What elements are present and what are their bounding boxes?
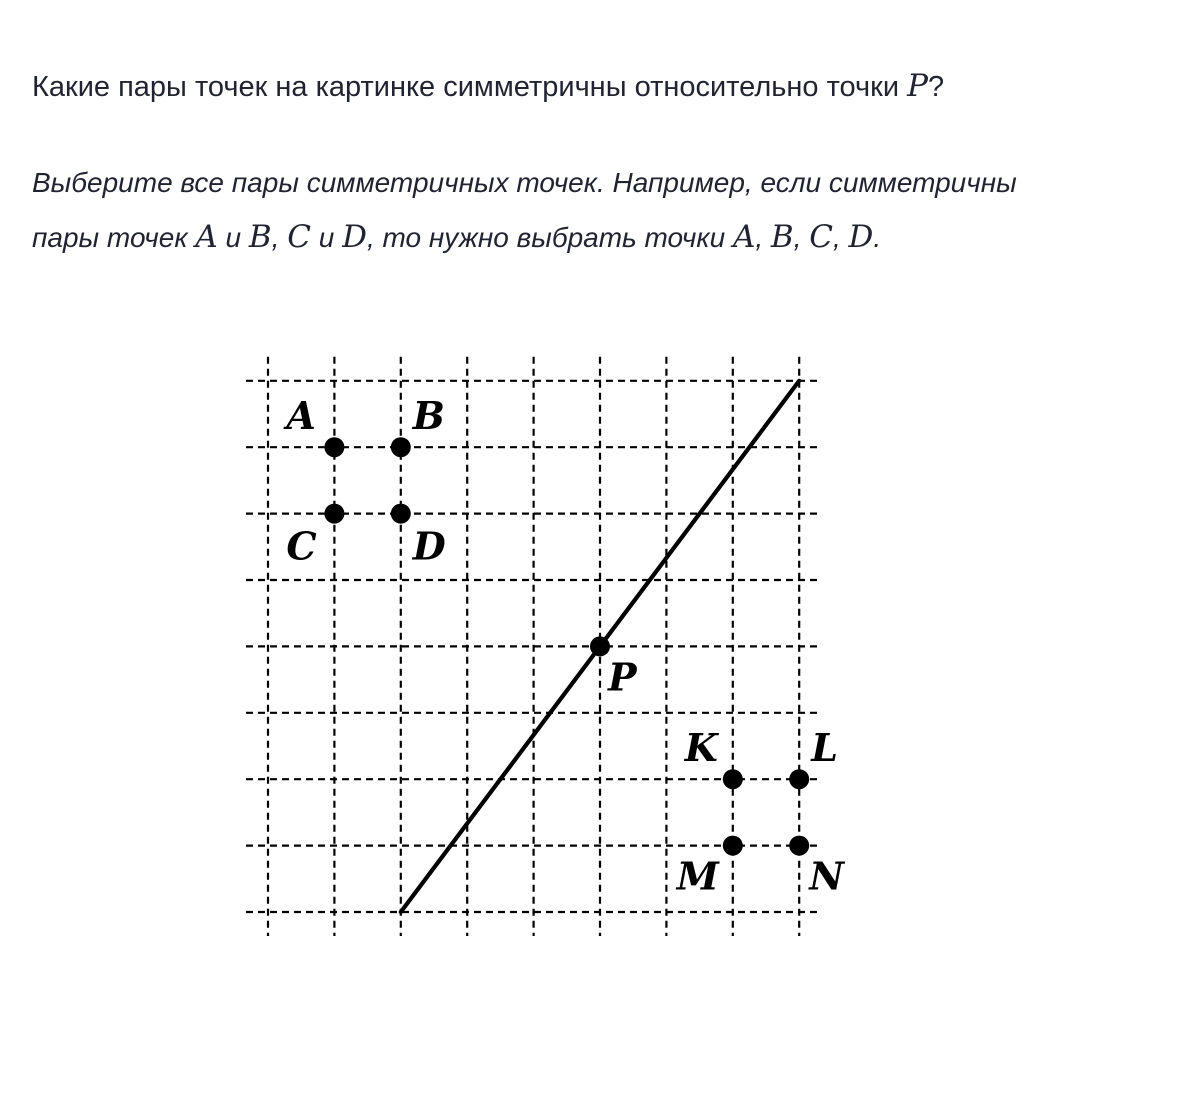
- point-label-b: B: [412, 393, 445, 439]
- point-label-n: N: [809, 853, 844, 899]
- hint-v4: D: [342, 219, 367, 255]
- point-label-d: D: [412, 523, 446, 569]
- point-d: [391, 504, 411, 524]
- hint-v5: A: [732, 219, 756, 255]
- hint-v8: D: [848, 219, 874, 255]
- hint-v7: C: [809, 219, 833, 255]
- hint-t1: пары точек: [32, 222, 188, 253]
- point-c: [324, 504, 344, 524]
- points-layer: [324, 437, 809, 855]
- point-label-k: K: [684, 725, 718, 771]
- point-label-p: P: [608, 654, 637, 700]
- hint-v2: B: [248, 219, 272, 255]
- question-suffix: ?: [927, 71, 945, 103]
- point-m: [723, 836, 743, 856]
- point-p: [590, 636, 610, 656]
- point-label-c: C: [286, 523, 317, 569]
- hint-c4: ,: [832, 222, 841, 253]
- point-b: [391, 437, 411, 457]
- question-prefix: Какие пары точек на картинке симметричны относительно точки: [32, 71, 900, 103]
- hint-c3: ,: [793, 222, 802, 253]
- point-label-a: A: [286, 393, 316, 439]
- hint-t4: , то нужно выбрать точки: [366, 222, 726, 253]
- point-label-l: L: [811, 725, 838, 771]
- hint-t2: и: [225, 222, 242, 253]
- hint-t3: и: [318, 222, 335, 253]
- point-n: [789, 836, 809, 856]
- hint-v6: B: [770, 219, 794, 255]
- point-k: [723, 769, 743, 789]
- point-label-m: M: [676, 853, 719, 899]
- point-a: [324, 437, 344, 457]
- hint-c1: ,: [271, 222, 280, 253]
- hint-v1: A: [195, 219, 218, 255]
- hint-c2: ,: [755, 222, 764, 253]
- hint-v3: C: [287, 219, 311, 255]
- hint-line-1: Выберите все пары симметричных точек. Например, если симметричны: [32, 167, 1017, 198]
- hint-end: .: [873, 222, 882, 253]
- question-var: P: [907, 68, 928, 104]
- point-l: [789, 769, 809, 789]
